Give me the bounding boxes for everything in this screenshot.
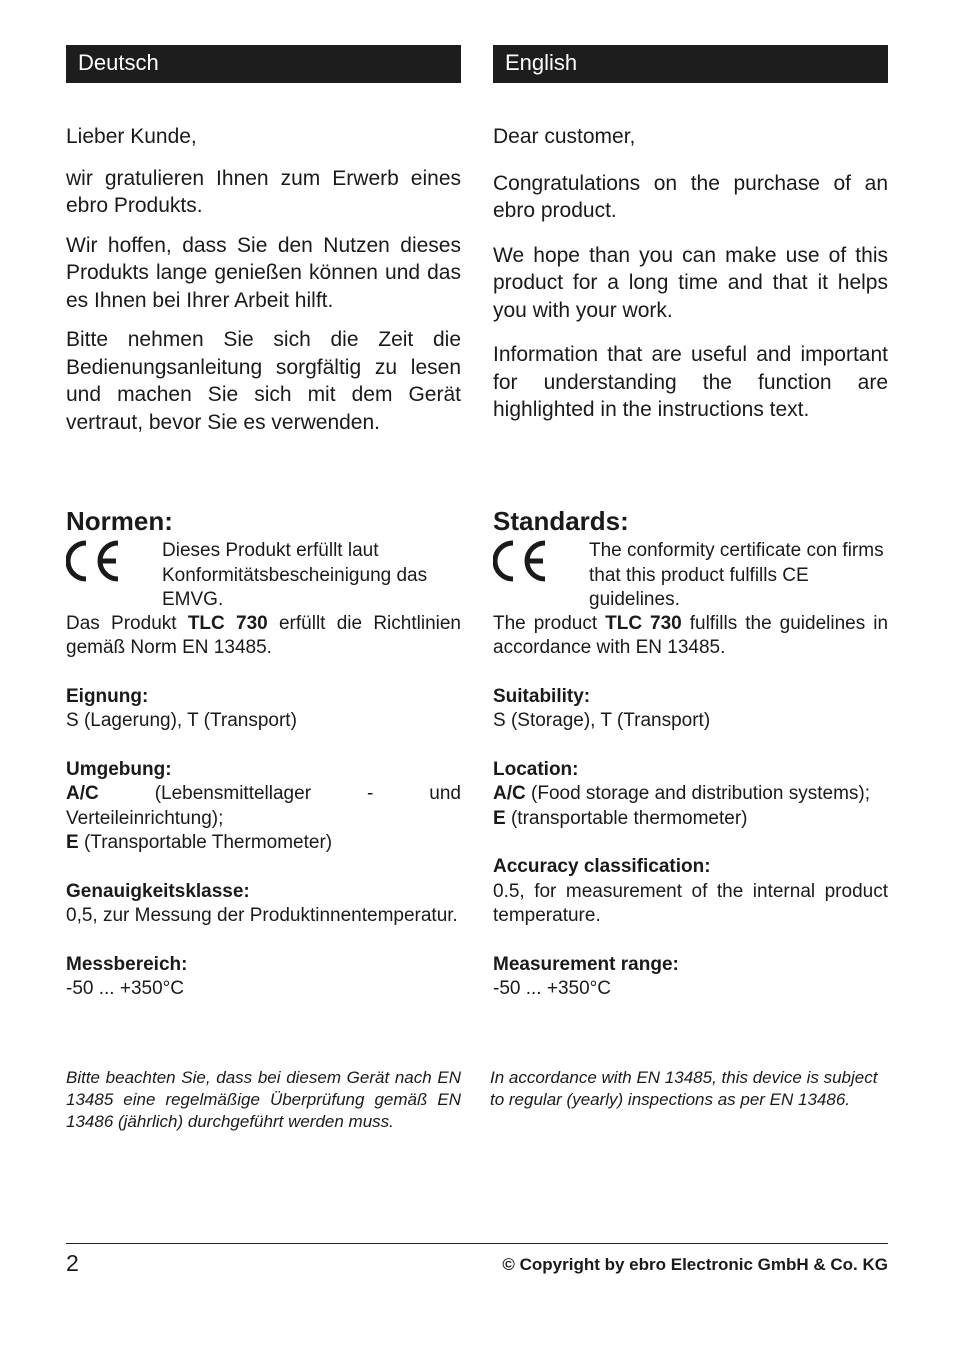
suitability-label: Suitability: (493, 685, 591, 707)
accuracy-label: Accuracy classification: (493, 856, 711, 877)
language-header-german: Deutsch (66, 45, 461, 83)
suitability-label: Eignung: (66, 685, 149, 707)
ce-text: Dieses Produkt erfüllt laut Konformitätsbescheinigung das EMVG. (162, 540, 428, 610)
greeting: Dear customer, (493, 125, 636, 148)
location-e-text: (Transportable Thermometer) (78, 832, 333, 853)
location-e-code: E (493, 807, 506, 829)
product-compliance (66, 612, 461, 661)
suitability-value: S (Lagerung), T (Transport) (66, 710, 297, 731)
ce-text: The conformity certificate con firms that this product fulfills CE guidelines. (589, 540, 884, 610)
location-ac-text: (Food storage and distribution systems); (525, 783, 870, 804)
ce-mark-icon (66, 539, 124, 583)
intro-paragraph-1: wir gratulieren Ihnen zum Erwerb eines ebro Produkts. (66, 166, 461, 217)
location-e (493, 807, 888, 832)
accuracy-label: Genauigkeitsklasse: (66, 880, 250, 902)
location-e-code: E (66, 832, 79, 853)
page-number: 2 (66, 1250, 79, 1276)
intro-paragraph-2: We hope than you can make use of this product for a long time and that it helps you with your work. (493, 243, 888, 322)
intro-german (66, 123, 461, 436)
note-text: Bitte beachten Sie, dass bei diesem Gerät nach EN 13485 eine regelmäßige Überprüfung gemäß EN 13486 (jährlich) durchgeführt werden muss. (66, 1068, 461, 1131)
column-german (66, 45, 461, 448)
suitability-block (493, 685, 888, 734)
standards-section-german (66, 505, 461, 1002)
footer-divider (66, 1243, 888, 1244)
range-label: Measurement range: (493, 953, 679, 975)
standards-section-english (493, 505, 888, 1002)
location-ac-text: (Lebensmittellager - und Verteileinrichtung); (66, 783, 461, 829)
intro-paragraph-1: Congratulations on the purchase of an ebro product. (493, 171, 888, 222)
intro-paragraph-3: Bitte nehmen Sie sich die Zeit die Bedienungsanleitung sorgfältig zu lesen und machen Sie sich mit dem Gerät vertraut, bevor Sie es verwenden. (66, 328, 461, 434)
range-value: -50 ... +350°C (493, 978, 611, 999)
suitability-block (66, 685, 461, 734)
inspection-note-english (490, 1067, 888, 1111)
greeting: Lieber Kunde, (66, 125, 197, 148)
product-name: TLC 730 (187, 612, 268, 634)
product-suffix: fulfills the guidelines in accordance with EN 13485. (493, 612, 889, 658)
range-value: -50 ... +350°C (66, 978, 184, 999)
ce-conformity (66, 539, 461, 613)
range-block (66, 953, 461, 1002)
standards-heading: Normen: (66, 506, 173, 536)
location-e-text: (transportable thermometer) (505, 807, 748, 829)
note-text: In accordance with EN 13485, this device is subject to regular (yearly) inspections as per EN 13486. (490, 1068, 878, 1109)
intro-paragraph-3: Information that are useful and important for understanding the function are highlighted in the instructions text. (493, 343, 888, 421)
product-prefix: Das Produkt (66, 612, 188, 634)
standards-heading: Standards: (493, 506, 629, 536)
accuracy-block (66, 880, 461, 929)
suitability-value: S (Storage), T (Transport) (493, 710, 711, 731)
product-prefix: The product (493, 612, 606, 634)
ce-mark-icon (493, 539, 551, 583)
range-block (493, 953, 888, 1002)
location-ac-code: A/C (493, 783, 526, 804)
location-e (66, 831, 461, 856)
accuracy-value: 0,5, zur Messung der Produktinnentemperatur. (66, 905, 458, 926)
location-ac (66, 782, 461, 831)
product-name: TLC 730 (605, 612, 682, 634)
product-compliance (493, 612, 888, 661)
intro-english (493, 123, 888, 424)
column-english (493, 45, 888, 436)
accuracy-block (493, 855, 888, 929)
location-block (493, 758, 888, 832)
inspection-note-german (66, 1067, 461, 1133)
language-header-english: English (493, 45, 888, 83)
location-label: Location: (493, 758, 579, 780)
intro-paragraph-2: Wir hoffen, dass Sie den Nutzen dieses Produkts lange genießen können und das es Ihnen bei Ihrer Arbeit hilft. (66, 233, 461, 312)
location-label: Umgebung: (66, 758, 172, 780)
location-ac (493, 782, 888, 807)
copyright-notice: © Copyright by ebro Electronic GmbH & Co. KG (502, 1255, 888, 1274)
accuracy-value: 0.5, for measurement of the internal product temperature. (493, 880, 888, 926)
location-ac-code: A/C (66, 783, 99, 804)
range-label: Messbereich: (66, 953, 188, 975)
product-suffix: erfüllt die Richtlinien gemäß Norm EN 13485. (66, 612, 461, 658)
ce-conformity (493, 539, 888, 613)
location-block (66, 758, 461, 856)
